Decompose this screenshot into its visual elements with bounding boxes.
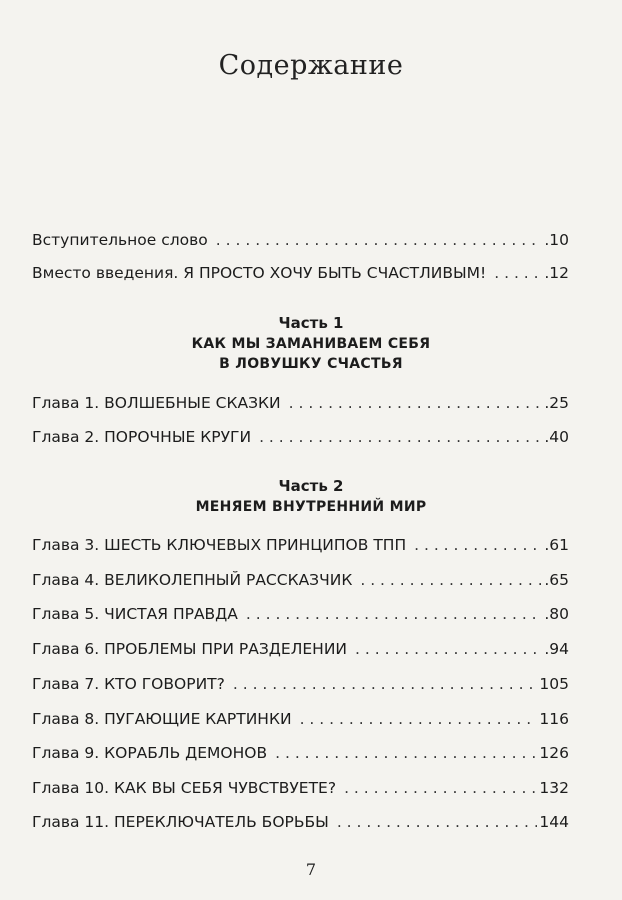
toc-entry [32, 674, 569, 694]
toc-entry [32, 743, 569, 763]
part-2-number: Часть 2 [278, 477, 344, 495]
toc-entry [32, 812, 569, 832]
toc-entry-title: Глава 1. ВОЛШЕБНЫЕ СКАЗКИ [32, 394, 281, 412]
toc-entry-title: Глава 10. КАК ВЫ СЕБЯ ЧУВСТВУЕТЕ? [32, 779, 337, 797]
toc-entry-page: .94 [544, 640, 569, 658]
toc-entry-title: Глава 6. ПРОБЛЕМЫ ПРИ РАЗДЕЛЕНИИ [32, 640, 348, 658]
toc-entry-page: .80 [544, 605, 569, 623]
toc-entry-title: Глава 11. ПЕРЕКЛЮЧАТЕЛЬ БОРЬБЫ [32, 813, 329, 831]
toc-entry-page: .40 [544, 428, 569, 446]
toc-entry [32, 778, 569, 798]
toc-entry-title: Вступительное слово [32, 231, 208, 249]
toc-entry-title: Вместо введения. Я ПРОСТО ХОЧУ БЫТЬ СЧАСТЛИВЫМ! [32, 264, 487, 282]
toc-entry-page: .10 [544, 231, 569, 249]
toc-leader-dots [337, 812, 538, 832]
part-1-title-line-2: В ЛОВУШКУ СЧАСТЬЯ [219, 356, 403, 372]
toc-leader-dots [414, 535, 542, 555]
toc-entry-title: Глава 2. ПОРОЧНЫЕ КРУГИ [32, 428, 252, 446]
toc-leader-dots [344, 778, 537, 798]
toc-entry [32, 604, 569, 624]
toc-entry-title: Глава 5. ЧИСТАЯ ПРАВДА [32, 605, 238, 623]
toc-leader-dots [246, 604, 542, 624]
toc-entry-page: 126 [539, 744, 569, 762]
toc-entry-page: .65 [544, 571, 569, 589]
toc-entry [32, 709, 569, 729]
toc-entry [32, 570, 569, 590]
toc-entry [32, 639, 569, 659]
toc-leader-dots [289, 393, 543, 413]
toc-entry [32, 427, 569, 447]
toc-entry-page: .12 [544, 264, 569, 282]
toc-entry [32, 263, 569, 283]
toc-leader-dots [360, 570, 542, 590]
toc-entry [32, 535, 569, 555]
toc-entry-page: .61 [544, 536, 569, 554]
toc-entry-page: .25 [544, 394, 569, 412]
part-2-title: МЕНЯЕМ ВНУТРЕННИЙ МИР [195, 499, 427, 515]
toc-entry-page: 144 [539, 813, 569, 831]
toc-leader-dots [275, 743, 537, 763]
toc-leader-dots [494, 263, 542, 283]
toc-leader-dots [355, 639, 542, 659]
toc-leader-dots [300, 709, 538, 729]
toc-entry-page: 105 [539, 675, 569, 693]
toc-leader-dots [259, 427, 542, 447]
part-1-number: Часть 1 [278, 314, 344, 332]
toc-entry-page: 116 [539, 710, 569, 728]
part-1-title-line-1: КАК МЫ ЗАМАНИВАЕМ СЕБЯ [191, 336, 431, 352]
page-title: Содержание [218, 50, 404, 81]
toc-entry-title: Глава 4. ВЕЛИКОЛЕПНЫЙ РАССКАЗЧИК [32, 571, 353, 589]
page-number: 7 [305, 860, 317, 879]
toc-entry-page: 132 [539, 779, 569, 797]
toc-entry-title: Глава 8. ПУГАЮЩИЕ КАРТИНКИ [32, 710, 292, 728]
toc-leader-dots [233, 674, 538, 694]
toc-leader-dots [216, 230, 543, 250]
toc-entry-title: Глава 9. КОРАБЛЬ ДЕМОНОВ [32, 744, 268, 762]
toc-entry-title: Глава 3. ШЕСТЬ КЛЮЧЕВЫХ ПРИНЦИПОВ ТПП [32, 536, 407, 554]
toc-entry [32, 230, 569, 250]
toc-entry-title: Глава 7. КТО ГОВОРИТ? [32, 675, 225, 693]
toc-entry [32, 393, 569, 413]
